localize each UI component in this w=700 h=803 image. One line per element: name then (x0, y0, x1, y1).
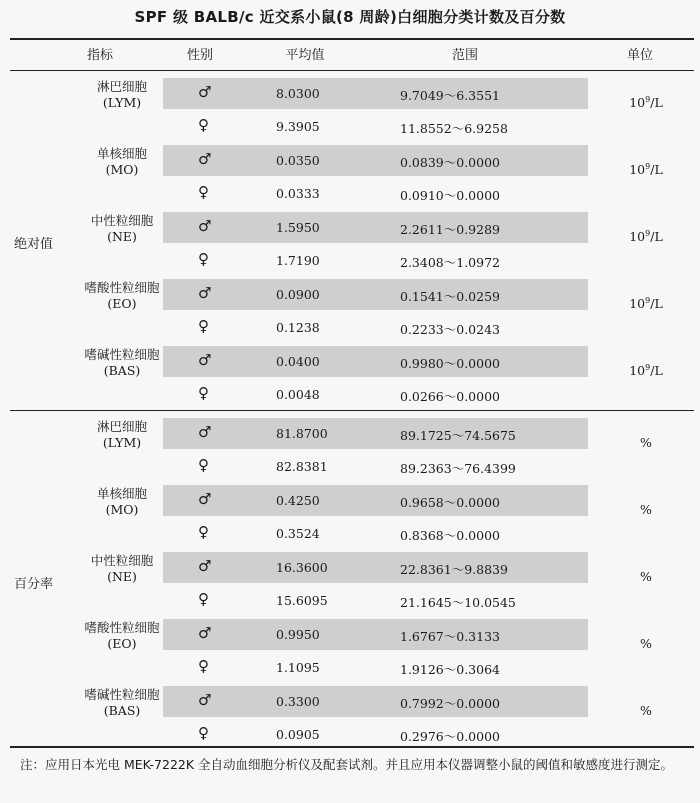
unit-base: 10 (629, 162, 646, 178)
unit-value: % (640, 636, 652, 651)
header-rule (10, 70, 694, 71)
male-row-shade (163, 686, 588, 717)
female-range-value: 21.1645～10.0545 (400, 595, 516, 610)
male-range-value: 0.7992～0.0000 (400, 696, 500, 711)
cell-type-abbr: (EO) (107, 296, 137, 311)
unit-value (598, 363, 694, 378)
group-label: 百分率 (14, 576, 54, 592)
unit-base: 10 (629, 95, 646, 111)
cell-type-label: 中性粒细胞 (90, 213, 154, 228)
male-mean-value: 16.3600 (276, 560, 328, 575)
cell-type-abbr: (NE) (107, 229, 137, 244)
male-row-shade (163, 552, 588, 583)
female-mean-value: 0.0905 (276, 727, 320, 742)
cell-type-name (62, 280, 182, 312)
top-rule (10, 38, 694, 40)
unit-exponent: 9 (645, 363, 651, 372)
male-symbol: ♂ (198, 490, 212, 508)
unit-base: 10 (629, 363, 646, 379)
male-row-shade (163, 212, 588, 243)
unit-value: % (640, 569, 652, 584)
cell-type-name (62, 146, 182, 178)
male-row-shade (163, 485, 588, 516)
cell-type-abbr: (LYM) (102, 95, 142, 110)
male-range-value: 1.6767～0.3133 (400, 629, 500, 644)
header-indicator: 指标 (86, 48, 113, 63)
male-mean-value: 0.9950 (276, 627, 320, 642)
cell-type-abbr: (BAS) (103, 703, 141, 718)
female-symbol: ♀ (198, 657, 209, 675)
male-row-shade (163, 279, 588, 310)
male-symbol: ♂ (198, 423, 212, 441)
female-range-value: 0.0910～0.0000 (400, 188, 500, 203)
male-symbol: ♂ (198, 351, 212, 369)
table-title: SPF 级 BALB/c 近交系小鼠(8 周龄)白细胞分类计数及百分数 (134, 8, 566, 26)
female-symbol: ♀ (198, 523, 209, 541)
unit-exponent: 9 (645, 95, 651, 104)
female-range-value: 89.2363～76.4399 (400, 461, 516, 476)
male-mean-value: 0.3300 (276, 694, 320, 709)
female-range-value: 0.8368～0.0000 (400, 528, 500, 543)
male-mean-value: 81.8700 (276, 426, 328, 441)
unit-exponent: 9 (645, 162, 651, 171)
unit-suffix: /L (650, 229, 663, 245)
male-range-value: 0.1541～0.0259 (400, 289, 500, 304)
cell-type-name (62, 419, 182, 451)
male-row-shade (163, 619, 588, 650)
male-mean-value: 1.5950 (276, 220, 320, 235)
female-range-value: 2.3408～1.0972 (400, 255, 500, 270)
cell-type-label: 嗜碱性粒细胞 (84, 687, 160, 702)
unit-suffix: /L (650, 296, 663, 312)
male-range-value: 9.7049～6.3551 (400, 88, 500, 103)
male-symbol: ♂ (198, 217, 212, 235)
group-divider (10, 410, 694, 411)
header-mean: 平均值 (285, 48, 325, 63)
female-range-value: 11.8552～6.9258 (400, 121, 508, 136)
cell-type-name (62, 347, 182, 379)
female-mean-value: 0.0333 (276, 186, 320, 201)
male-symbol: ♂ (198, 284, 212, 302)
female-range-value: 0.2976～0.0000 (400, 729, 500, 744)
female-symbol: ♀ (198, 183, 209, 201)
female-mean-value: 82.8381 (276, 459, 328, 474)
male-row-shade (163, 78, 588, 109)
male-range-value: 0.9658～0.0000 (400, 495, 500, 510)
group-label: 绝对值 (14, 236, 54, 252)
header-sex: 性别 (186, 48, 213, 63)
male-mean-value: 0.4250 (276, 493, 320, 508)
cell-type-abbr: (LYM) (102, 435, 142, 450)
male-mean-value: 0.0900 (276, 287, 320, 302)
male-range-value: 2.2611～0.9289 (400, 222, 500, 237)
unit-value: % (640, 435, 652, 450)
cell-type-name (62, 620, 182, 652)
cell-type-label: 淋巴细胞 (96, 419, 147, 434)
male-symbol: ♂ (198, 83, 212, 101)
cell-type-label: 单核细胞 (96, 486, 147, 501)
male-symbol: ♂ (198, 691, 212, 709)
male-range-value: 89.1725～74.5675 (400, 428, 516, 443)
cell-type-name (62, 687, 182, 719)
unit-suffix: /L (650, 162, 663, 178)
female-symbol: ♀ (198, 456, 209, 474)
cell-type-abbr: (EO) (107, 636, 137, 651)
male-range-value: 0.0839～0.0000 (400, 155, 500, 170)
footnote: 注：应用日本光电 MEK-7222K 全自动血细胞分析仪及配套试剂。并且应用本仪器调整小鼠的阈值和敏感度进行测定。 (20, 757, 674, 772)
female-range-value: 0.0266～0.0000 (400, 389, 500, 404)
cell-type-label: 嗜酸性粒细胞 (84, 620, 160, 635)
unit-value (598, 229, 694, 244)
bottom-rule (10, 746, 694, 748)
unit-exponent: 9 (645, 229, 651, 238)
cell-type-name (62, 213, 182, 245)
female-symbol: ♀ (198, 590, 209, 608)
unit-exponent: 9 (645, 296, 651, 305)
male-mean-value: 0.0400 (276, 354, 320, 369)
male-row-shade (163, 418, 588, 449)
male-row-shade (163, 145, 588, 176)
male-range-value: 0.9980～0.0000 (400, 356, 500, 371)
female-mean-value: 0.3524 (276, 526, 320, 541)
female-mean-value: 15.6095 (276, 593, 328, 608)
unit-suffix: /L (650, 363, 663, 379)
unit-value (598, 95, 694, 110)
male-row-shade (163, 346, 588, 377)
female-symbol: ♀ (198, 116, 209, 134)
unit-value: % (640, 703, 652, 718)
cell-type-abbr: (BAS) (103, 363, 141, 378)
cell-type-name (62, 79, 182, 111)
female-mean-value: 0.1238 (276, 320, 320, 335)
male-mean-value: 0.0350 (276, 153, 320, 168)
cell-type-label: 单核细胞 (96, 146, 147, 161)
female-mean-value: 0.0048 (276, 387, 320, 402)
female-symbol: ♀ (198, 384, 209, 402)
male-symbol: ♂ (198, 624, 212, 642)
female-range-value: 0.2233～0.0243 (400, 322, 500, 337)
header-range: 范围 (451, 48, 478, 63)
female-mean-value: 9.3905 (276, 119, 320, 134)
male-mean-value: 8.0300 (276, 86, 320, 101)
cell-type-name (62, 553, 182, 585)
unit-suffix: /L (650, 95, 663, 111)
cell-type-label: 嗜碱性粒细胞 (84, 347, 160, 362)
female-mean-value: 1.1095 (276, 660, 320, 675)
cell-type-abbr: (NE) (107, 569, 137, 584)
cell-type-abbr: (MO) (105, 502, 139, 517)
male-range-value: 22.8361～9.8839 (400, 562, 508, 577)
cell-type-name (62, 486, 182, 518)
male-symbol: ♂ (198, 150, 212, 168)
unit-base: 10 (629, 229, 646, 245)
unit-base: 10 (629, 296, 646, 312)
female-range-value: 1.9126～0.3064 (400, 662, 500, 677)
cell-type-label: 淋巴细胞 (96, 79, 147, 94)
female-mean-value: 1.7190 (276, 253, 320, 268)
cell-type-label: 嗜酸性粒细胞 (84, 280, 160, 295)
female-symbol: ♀ (198, 250, 209, 268)
female-symbol: ♀ (198, 317, 209, 335)
cell-type-abbr: (MO) (105, 162, 139, 177)
unit-value (598, 296, 694, 311)
cell-type-label: 中性粒细胞 (90, 553, 154, 568)
male-symbol: ♂ (198, 557, 212, 575)
female-symbol: ♀ (198, 724, 209, 742)
unit-value: % (640, 502, 652, 517)
header-unit: 单位 (626, 48, 653, 63)
unit-value (598, 162, 694, 177)
